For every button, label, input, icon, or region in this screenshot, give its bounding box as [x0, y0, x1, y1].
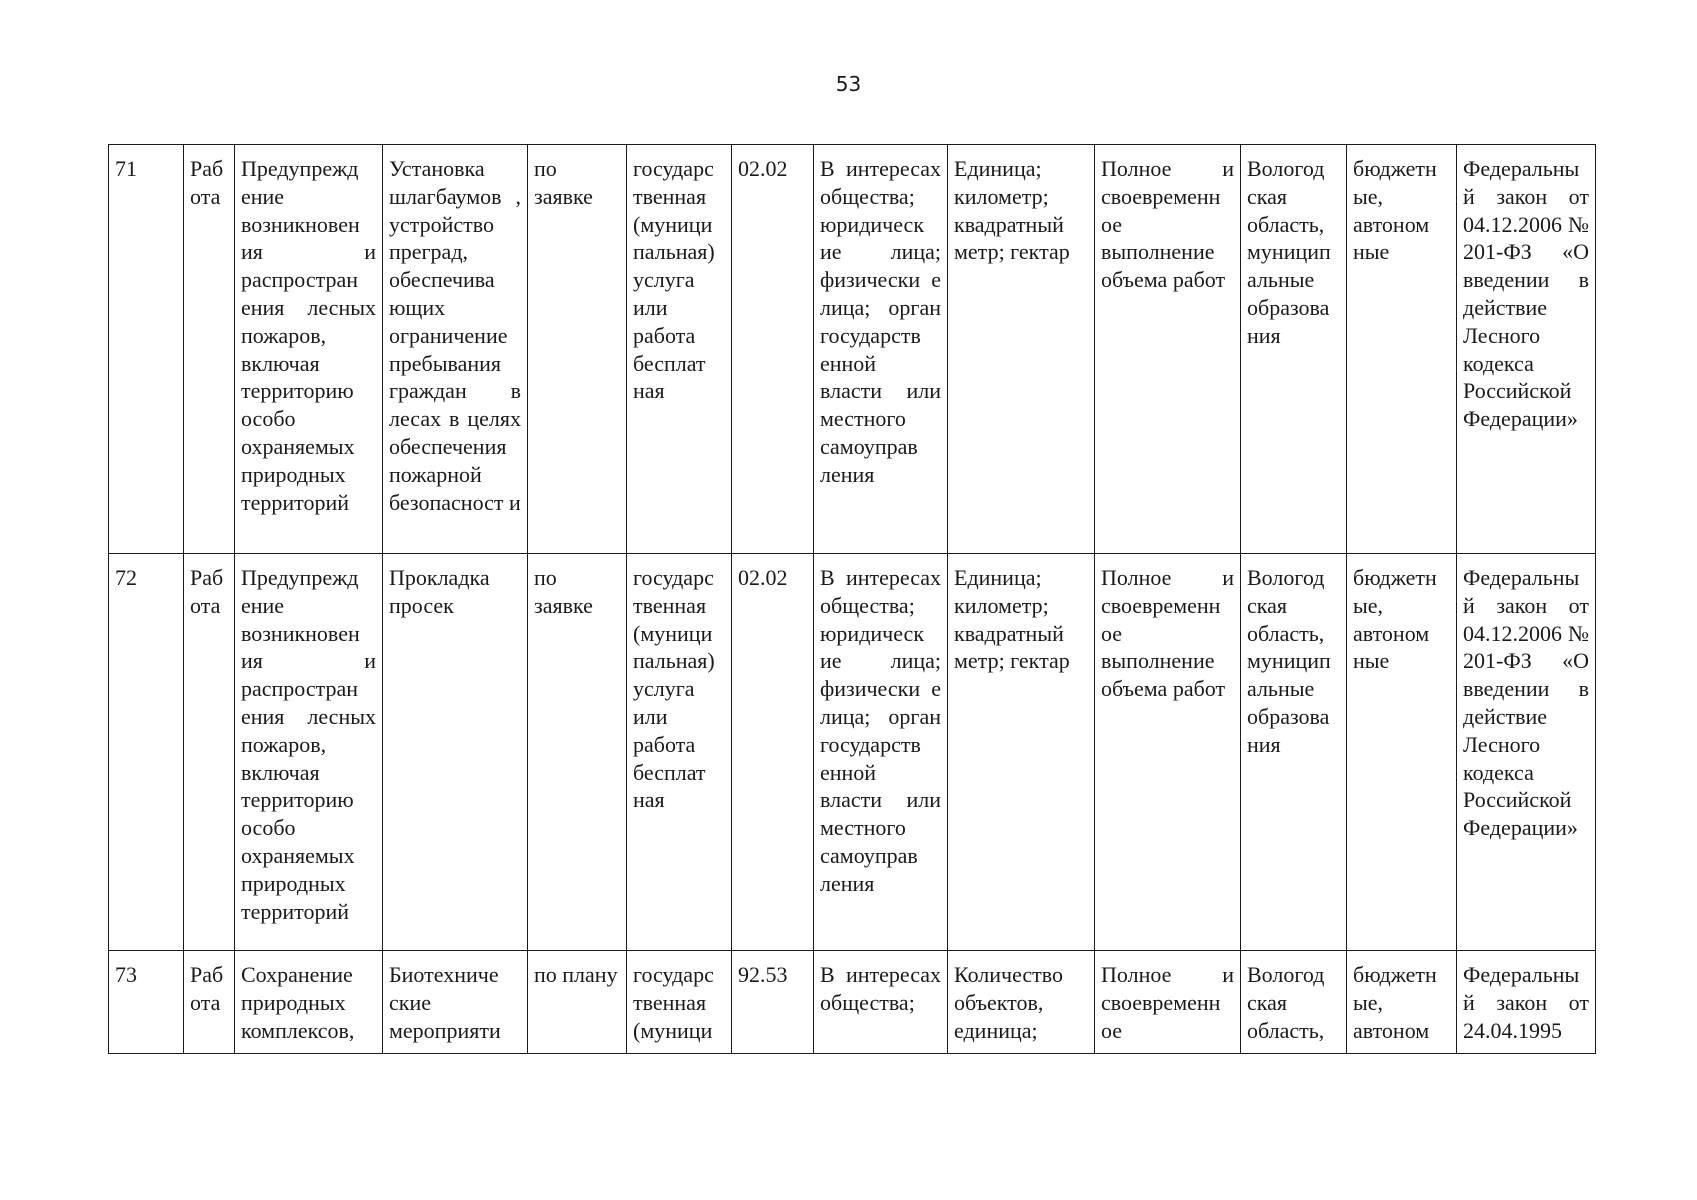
cell-type: Раб ота — [184, 554, 235, 951]
cell-condition: по заявке — [528, 145, 627, 554]
cell-code: 92.53 — [732, 951, 814, 1054]
cell-content: Установка шлагбаумов , устройство преград, обеспечива ющих ограничение пребывания граждан в лесах в целях обеспечения пожарной безопасност и — [383, 145, 528, 554]
cell-units: Единица; километр; квадратный метр; гектар — [948, 554, 1095, 951]
cell-institutions: бюджетн ые, автоном ные — [1347, 554, 1457, 951]
cell-content: Биотехниче ские мероприяти — [383, 951, 528, 1054]
cell-code: 02.02 — [732, 145, 814, 554]
cell-law: Федеральны й закон от 04.12.2006 № 201-ФЗ «О введении в действие Лесного кодекса Российской Федерации» — [1457, 145, 1596, 554]
cell-name: Предупрежд ение возникновен ия и распростран ения лесных пожаров, включая территорию особо охраняемых природных территорий — [235, 145, 383, 554]
cell-consumers: В интересах общества; — [814, 951, 948, 1054]
cell-region: Вологод ская область, — [1241, 951, 1347, 1054]
cell-region: Вологод ская область, муницип альные образова ния — [1241, 145, 1347, 554]
cell-units: Единица; километр; квадратный метр; гектар — [948, 145, 1095, 554]
cell-law: Федеральны й закон от 24.04.1995 — [1457, 951, 1596, 1054]
cell-type: Раб ота — [184, 145, 235, 554]
cell-indicators: Полное и своевременн ое — [1095, 951, 1241, 1054]
cell-region: Вологод ская область, муницип альные образова ния — [1241, 554, 1347, 951]
cell-kind: государс твенная (муници — [627, 951, 732, 1054]
table-row — [109, 145, 1596, 554]
cell-law: Федеральны й закон от 04.12.2006 № 201-ФЗ «О введении в действие Лесного кодекса Российской Федерации» — [1457, 554, 1596, 951]
cell-content: Прокладка просек — [383, 554, 528, 951]
cell-consumers: В интересах общества; юридическ ие лица; физически е лица; орган государств енной власти или местного самоуправ ления — [814, 145, 948, 554]
cell-indicators: Полное и своевременн ое выполнение объема работ — [1095, 554, 1241, 951]
table-row — [109, 554, 1596, 951]
page-number: 53 — [835, 72, 862, 96]
cell-number: 73 — [109, 951, 184, 1054]
cell-indicators: Полное и своевременн ое выполнение объема работ — [1095, 145, 1241, 554]
cell-institutions: бюджетн ые, автоном — [1347, 951, 1457, 1054]
cell-code: 02.02 — [732, 554, 814, 951]
cell-institutions: бюджетн ые, автоном ные — [1347, 145, 1457, 554]
cell-number: 72 — [109, 554, 184, 951]
cell-kind: государс твенная (муници пальная) услуга или работа бесплат ная — [627, 145, 732, 554]
cell-kind: государс твенная (муници пальная) услуга или работа бесплат ная — [627, 554, 732, 951]
cell-number: 71 — [109, 145, 184, 554]
cell-units: Количество объектов, единица; — [948, 951, 1095, 1054]
cell-condition: по заявке — [528, 554, 627, 951]
cell-condition: по плану — [528, 951, 627, 1054]
cell-name: Сохранение природных комплексов, — [235, 951, 383, 1054]
cell-name: Предупрежд ение возникновен ия и распростран ения лесных пожаров, включая территорию особо охраняемых природных территорий — [235, 554, 383, 951]
services-registry-table — [108, 144, 1596, 1054]
table-row — [109, 951, 1596, 1054]
cell-type: Раб ота — [184, 951, 235, 1054]
cell-consumers: В интересах общества; юридическ ие лица; физически е лица; орган государств енной власти или местного самоуправ ления — [814, 554, 948, 951]
